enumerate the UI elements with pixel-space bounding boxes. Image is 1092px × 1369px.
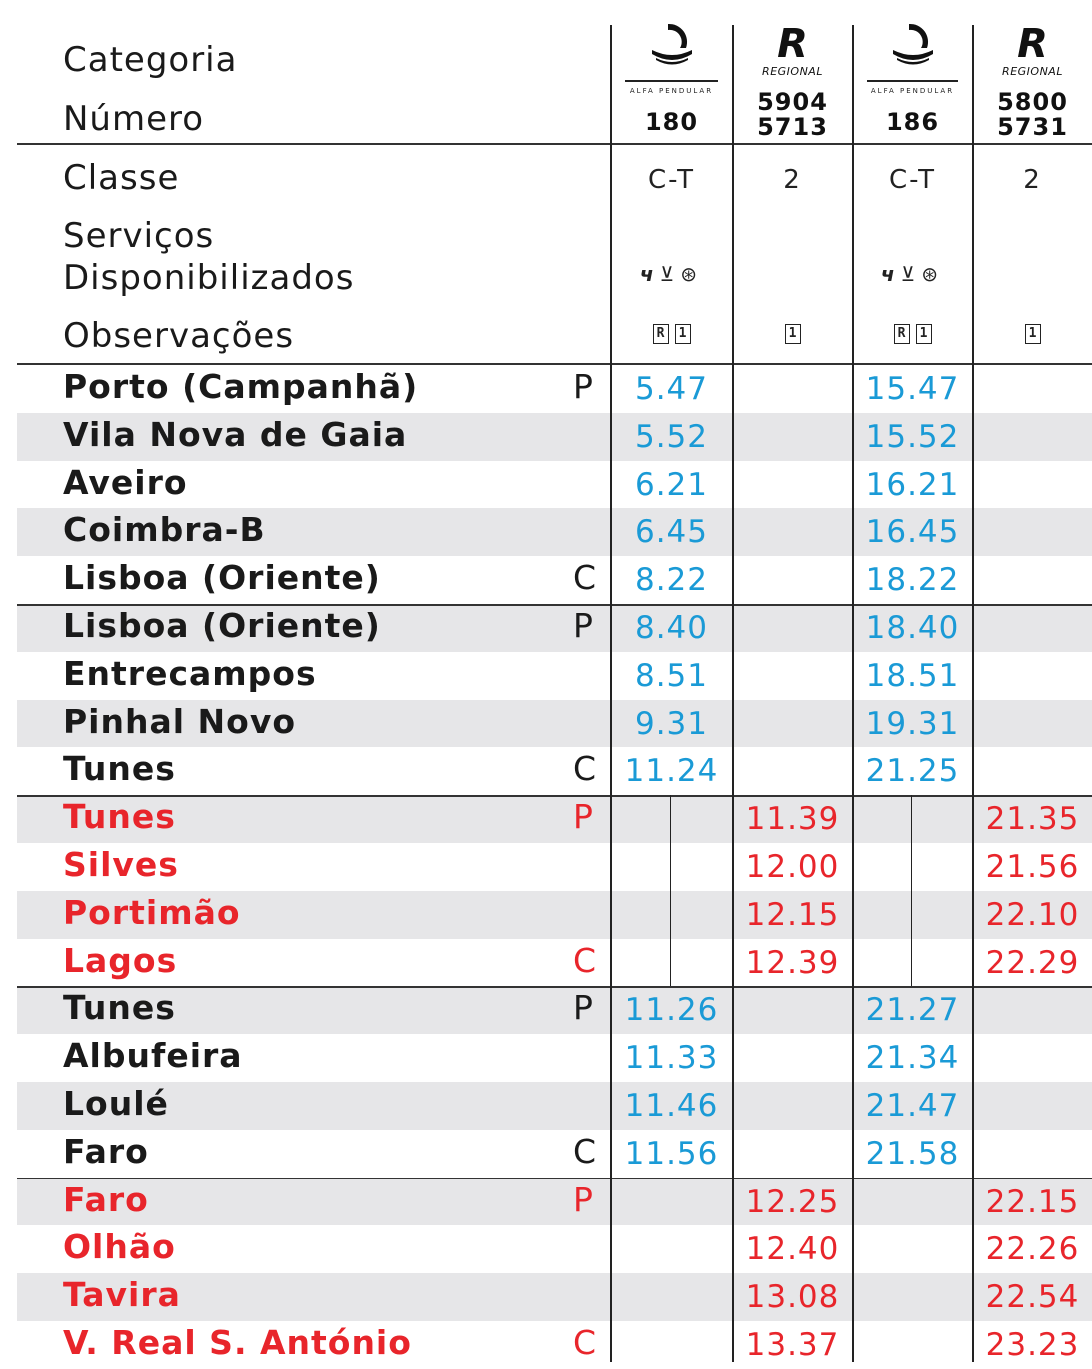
departure-time: 16.45 [865,514,960,551]
station-name: Albufeira [63,1036,243,1076]
regional-logo-text: REGIONAL [1002,65,1063,78]
table-row [17,1034,1092,1082]
table-row [17,556,1092,604]
note-1-icon: 1 [1025,324,1041,344]
train-number: 180 [644,108,699,136]
table-row [17,508,1092,556]
departure-time: 12.40 [745,1231,840,1268]
services-icons [611,262,732,286]
table-row [17,700,1092,748]
departure-time: 9.31 [634,705,709,742]
table-row [17,1273,1092,1321]
departure-time: 8.51 [634,657,709,694]
train-number: 5713 [757,113,828,141]
departure-time: 22.26 [985,1231,1080,1268]
departure-time: 21.27 [865,992,960,1029]
station-name: Coimbra-B [63,510,266,550]
regional-logo-text: REGIONAL [762,65,823,78]
ticket-icon: ч [880,262,901,286]
departure-time: 11.46 [624,1088,719,1124]
station-name: V. Real S. António [63,1323,412,1362]
station-name: Lisboa (Oriente) [63,606,381,645]
departure-time: 18.51 [865,657,960,694]
departure-time: 8.22 [634,562,709,599]
train-number: 5731 [997,113,1068,141]
table-row [17,652,1092,700]
departure-time: 5.47 [634,371,709,407]
arrival-departure-flag: C [573,558,597,598]
departure-time: 22.10 [985,896,1080,933]
station-name: Porto (Campanhã) [63,367,419,406]
station-name: Tunes [63,749,176,789]
departure-time: 21.58 [865,1135,960,1172]
table-row [17,986,1092,1034]
note-1-icon: 1 [916,324,932,344]
departure-time: 18.40 [865,610,960,646]
arrival-departure-flag: C [573,1323,597,1362]
note-1-icon: 1 [785,324,801,344]
arrival-departure-flag: C [573,940,597,980]
table-row [17,604,1092,652]
logo-rule [625,80,718,82]
departure-time: 23.23 [985,1327,1080,1363]
station-name: Olhão [63,1227,176,1267]
section-divider [17,795,1092,797]
arrival-departure-flag: C [573,1131,597,1171]
table-row [17,843,1092,891]
train-class: 2 [1023,165,1042,195]
departure-time: 11.33 [624,1040,719,1077]
departure-time: 21.25 [865,753,960,790]
table-row [17,939,1092,987]
observations [973,322,1092,344]
station-name: Tunes [63,797,176,837]
departure-time: 12.00 [745,849,840,885]
train-number: 5800 [997,88,1068,116]
departure-time: 18.22 [865,562,960,599]
services-icons [853,262,972,286]
arrival-departure-flag: P [573,988,593,1028]
alfa-pendular-logo-icon [883,20,943,70]
through-train-line [670,795,671,986]
station-name: Silves [63,845,179,884]
departure-time: 6.21 [634,466,709,503]
categoria-label: Categoria [63,40,238,80]
station-name: Entrecampos [63,653,317,693]
station-name: Loulé [63,1084,169,1123]
train-class: C-T [647,165,696,195]
observations [611,322,732,344]
servicos-label-2: Disponibilizados [63,258,355,298]
numero-label: Número [63,99,205,139]
column-divider [852,25,854,1362]
station-name: Lisboa (Oriente) [63,558,381,598]
departure-time: 11.24 [624,753,719,790]
section-divider [17,1178,1092,1180]
departure-time: 16.21 [865,466,960,503]
regional-logo-letter: R [777,21,808,67]
reservation-icon: R [894,324,910,344]
departure-time: 13.08 [745,1279,840,1316]
ticket-icon: ч [639,262,660,286]
departure-time: 21.56 [985,849,1080,885]
alfa-pendular-logo-text: ALFA PENDULAR [870,87,955,95]
train-number: 186 [885,108,940,136]
departure-time: 5.52 [634,418,709,455]
table-row [17,891,1092,939]
train-class: C-T [888,165,937,195]
alfa-pendular-logo-icon [642,20,702,70]
table-row [17,365,1092,413]
station-name: Tavira [63,1275,181,1315]
through-train-line [911,795,912,986]
table-row [17,1130,1092,1178]
bar-glass-icon: ⊻ [900,262,922,286]
arrival-departure-flag: C [573,749,597,789]
departure-time: 21.35 [985,801,1080,838]
departure-time: 22.29 [985,944,1080,981]
note-1-icon: 1 [675,324,691,344]
restaurant-icon: ⊛ [921,262,945,286]
station-name: Lagos [63,940,178,980]
reservation-icon: R [653,324,669,344]
station-name: Vila Nova de Gaia [63,414,408,454]
observacoes-label: Observações [63,316,295,356]
departure-time: 11.39 [745,801,840,838]
alfa-pendular-logo-text: ALFA PENDULAR [629,87,714,95]
bar-glass-icon: ⊻ [659,262,681,286]
departure-time: 6.45 [634,514,709,551]
arrival-departure-flag: P [573,606,593,645]
train-class: 2 [783,165,802,195]
column-divider [972,25,974,1362]
station-name: Pinhal Novo [63,701,297,741]
section-divider [17,986,1092,988]
arrival-departure-flag: P [573,367,593,406]
departure-time: 15.52 [865,418,960,455]
departure-time: 11.26 [624,992,719,1029]
station-name: Faro [63,1131,149,1171]
station-name: Faro [63,1179,149,1219]
servicos-label: Serviços [63,216,215,256]
departure-time: 12.15 [745,896,840,933]
table-row [17,413,1092,461]
departure-time: 21.34 [865,1040,960,1077]
departure-time: 22.15 [985,1183,1080,1220]
station-name: Portimão [63,892,241,932]
table-row [17,1082,1092,1130]
departure-time: 15.47 [865,371,960,407]
restaurant-icon: ⊛ [680,262,704,286]
departure-time: 19.31 [865,705,960,742]
departure-time: 8.40 [634,610,709,646]
regional-logo-letter: R [1017,21,1048,67]
train-number: 5904 [757,88,828,116]
column-divider [732,25,734,1362]
observations [853,322,972,344]
departure-time: 21.47 [865,1088,960,1124]
header-divider [17,143,1092,145]
table-row [17,461,1092,509]
departure-time: 22.54 [985,1279,1080,1316]
departure-time: 11.56 [624,1135,719,1172]
station-name: Tunes [63,988,176,1028]
observations [733,322,852,344]
classe-label: Classe [63,158,180,198]
table-row [17,747,1092,795]
arrival-departure-flag: P [573,1179,593,1219]
logo-rule [867,80,958,82]
table-row [17,1225,1092,1273]
column-divider [610,25,612,1362]
table-row [17,1178,1092,1226]
section-divider [17,604,1092,606]
table-row [17,795,1092,843]
station-name: Aveiro [63,462,188,502]
arrival-departure-flag: P [573,797,593,837]
departure-time: 12.25 [745,1183,840,1220]
departure-time: 13.37 [745,1327,840,1363]
departure-time: 12.39 [745,944,840,981]
